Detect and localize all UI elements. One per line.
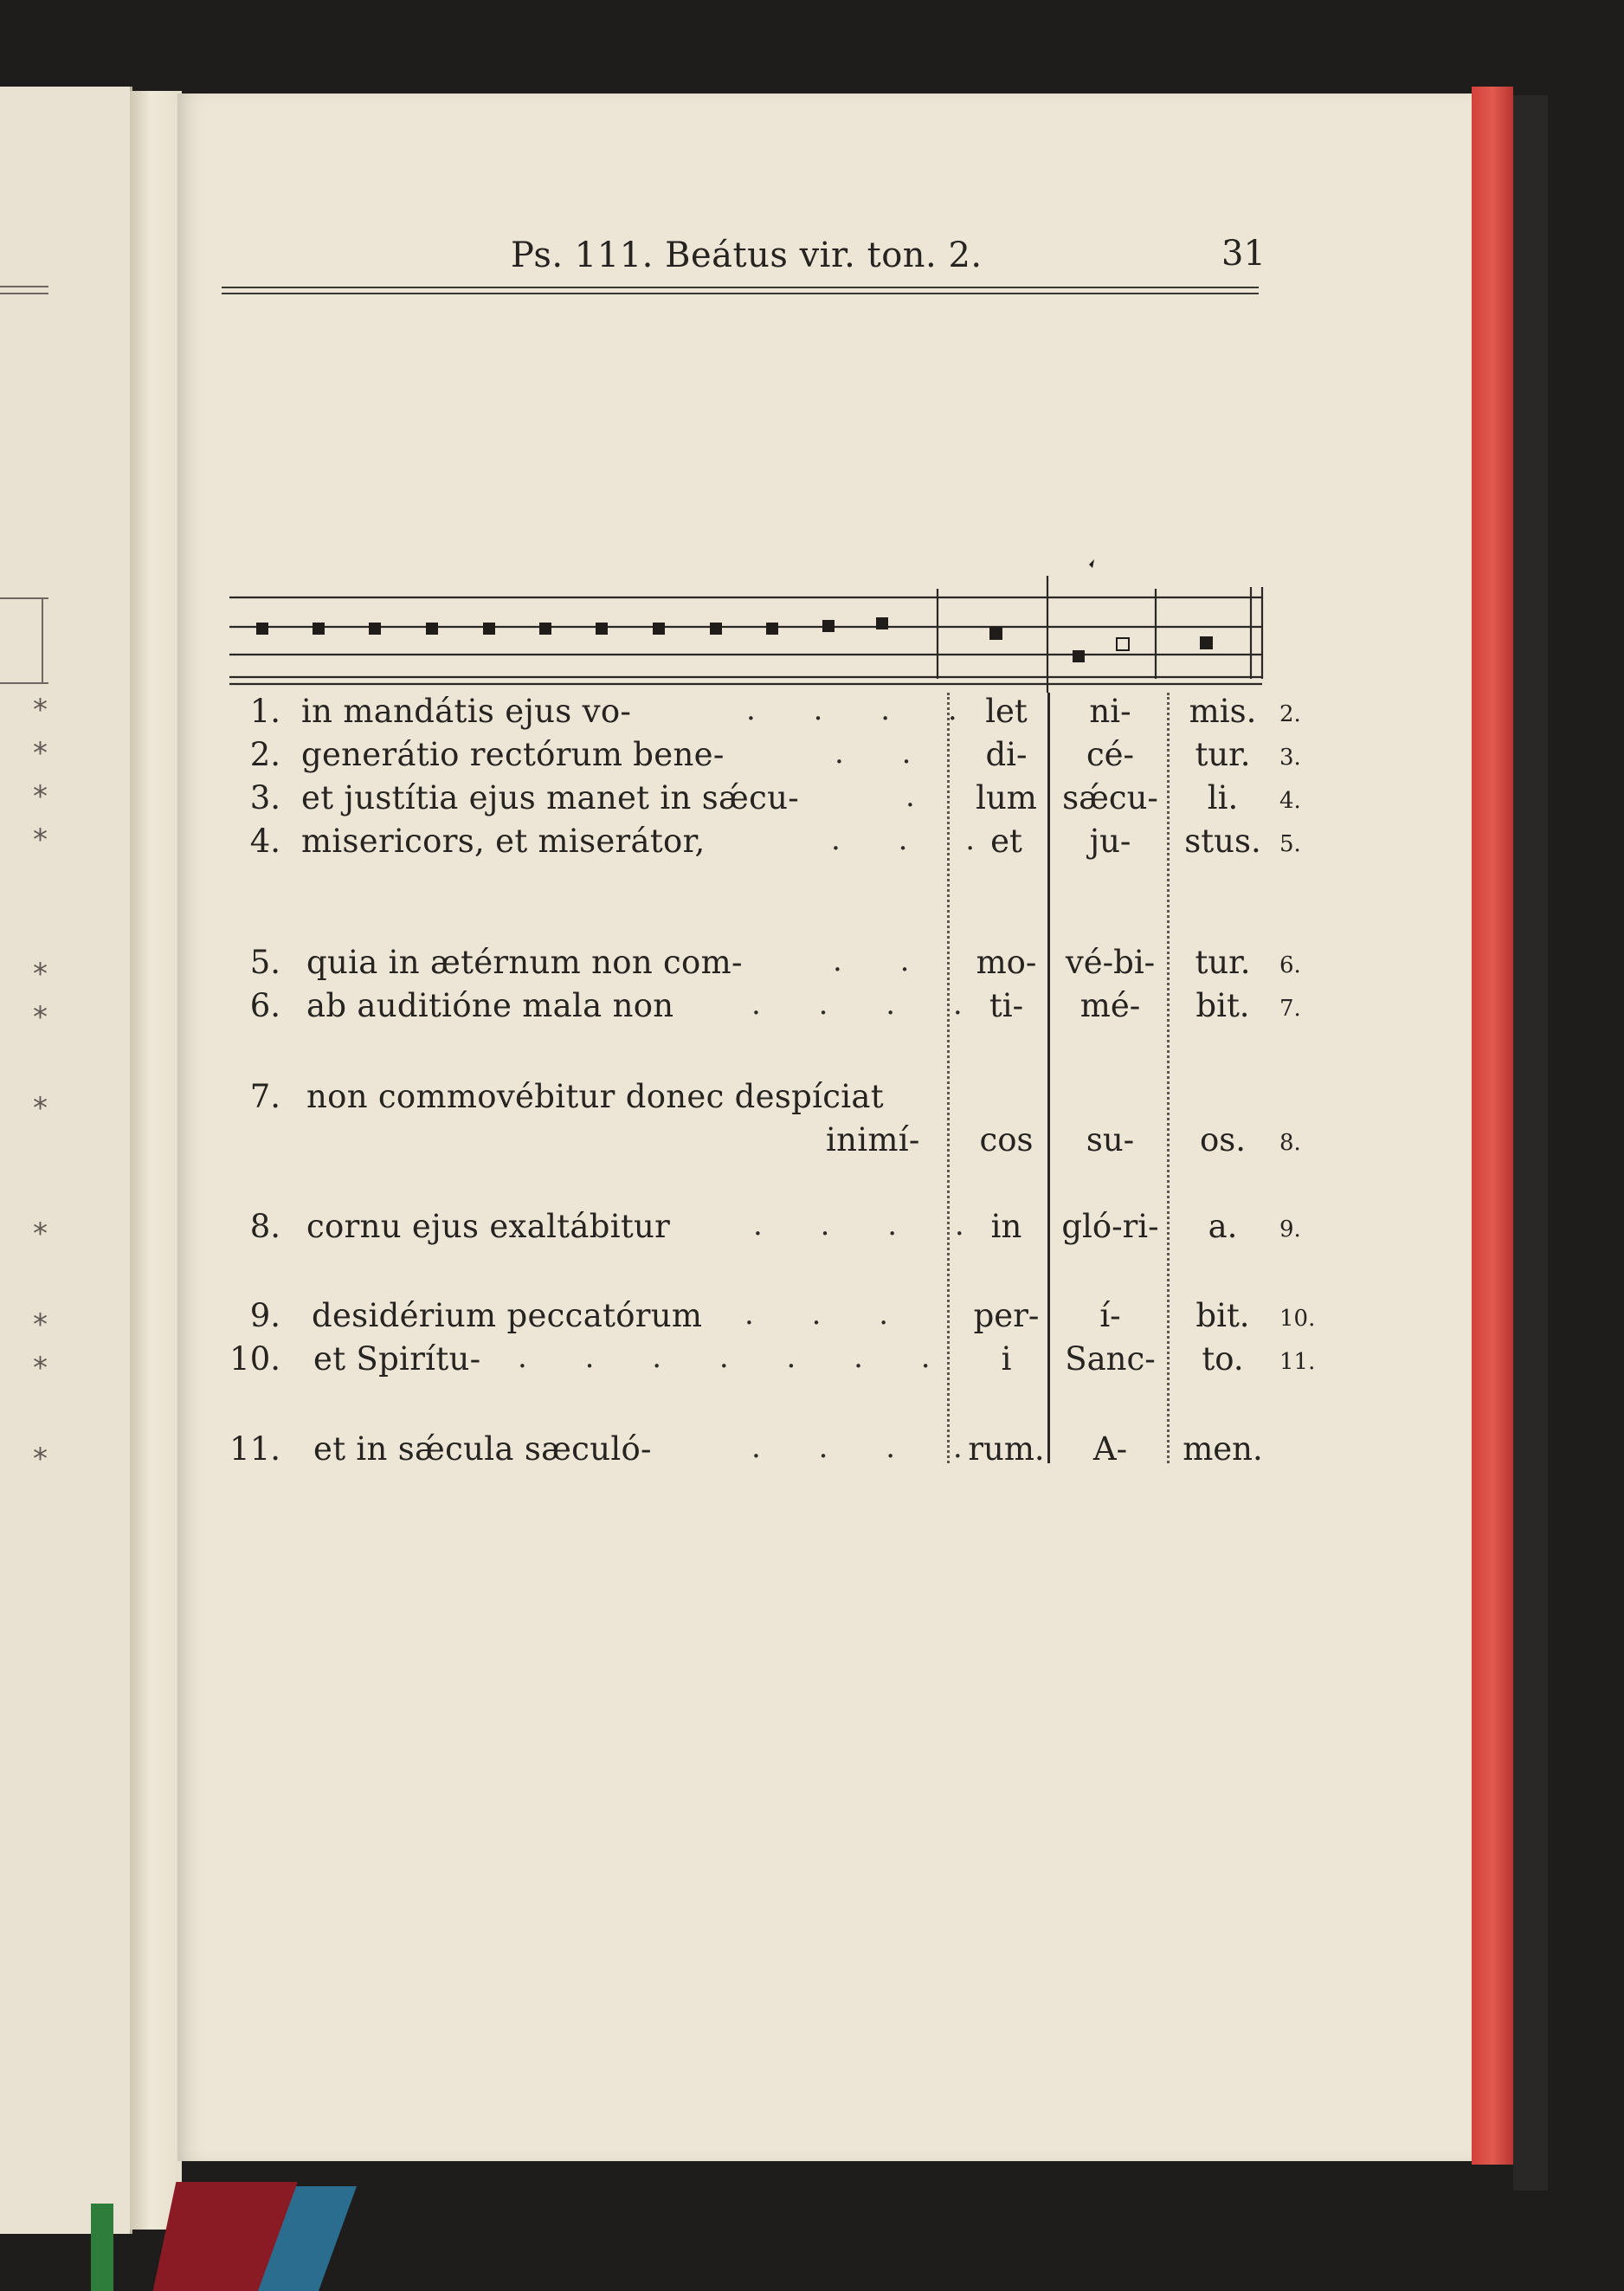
- verse-number: 9.: [249, 1297, 280, 1334]
- verse-syllable-2: ni-: [1089, 693, 1131, 730]
- verse-ref: 10.: [1279, 1306, 1316, 1332]
- verse-syllable-3: li.: [1207, 779, 1239, 816]
- punctum-note: [876, 617, 888, 629]
- verse-syllable-1: ti-: [989, 987, 1024, 1024]
- verse-syllable-2: sǽcu-: [1062, 779, 1158, 816]
- verse-text: et in sǽcula sæculó-: [313, 1430, 652, 1468]
- verse-syllable-3: bit.: [1195, 1297, 1250, 1334]
- ictus-mark: [1089, 559, 1094, 568]
- verse-syllable-2: í-: [1099, 1297, 1121, 1334]
- verse-syllable-3: to.: [1202, 1340, 1244, 1378]
- verse-syllable-1: let: [985, 693, 1028, 730]
- verse-dots: . . . . . . .: [518, 1340, 955, 1375]
- verse-number: 4.: [249, 823, 280, 860]
- verse-dots: . .: [835, 736, 936, 771]
- verse-syllable-2: Sanc-: [1065, 1340, 1156, 1378]
- verse-number: 8.: [249, 1208, 280, 1245]
- verse-dots: .: [905, 779, 939, 814]
- verse-syllable-1: cos: [979, 1121, 1034, 1158]
- verse-text: quia in ætérnum non com-: [306, 944, 743, 981]
- verse-dots: . . .: [831, 823, 1000, 857]
- verse-syllable-1: lum: [976, 779, 1037, 816]
- verse-syllable-1: et: [990, 823, 1022, 860]
- verse-ref: 11.: [1279, 1349, 1316, 1375]
- verse-ref: 5.: [1279, 831, 1301, 857]
- verse-ref: 6.: [1279, 952, 1301, 978]
- verse-syllable-2: su-: [1086, 1121, 1135, 1158]
- verse-syllable-1: per-: [973, 1297, 1040, 1334]
- asterisk-icon: *: [33, 1442, 48, 1476]
- verse-ref: 2.: [1279, 701, 1301, 727]
- punctum-note: [426, 623, 438, 635]
- verse-number: 6.: [249, 987, 280, 1024]
- verse-syllable-2: gló-ri-: [1061, 1208, 1159, 1245]
- verse-syllable-3: men.: [1183, 1430, 1263, 1468]
- verse-dots: . . . .: [751, 1430, 987, 1465]
- running-title: Ps. 111. Beátus vir. ton. 2.: [511, 236, 983, 275]
- verse-ref: 9.: [1279, 1216, 1301, 1242]
- punctum-note: [1200, 636, 1213, 649]
- asterisk-icon: *: [33, 779, 48, 814]
- verse-text: generátio rectórum bene-: [301, 736, 725, 773]
- punctum-note: [989, 627, 1002, 640]
- punctum-note: [313, 623, 325, 635]
- verse-syllable-3: os.: [1199, 1121, 1247, 1158]
- verse-text: desidérium peccatórum: [312, 1297, 703, 1334]
- verse-text-continuation: inimí-: [826, 1121, 920, 1158]
- verse-syllable-1: mo-: [976, 944, 1037, 981]
- verse-syllable-1: in: [990, 1208, 1022, 1245]
- asterisk-icon: *: [33, 1000, 48, 1035]
- verse-text: cornu ejus exaltábitur: [306, 1208, 671, 1245]
- verse-syllable-2: mé-: [1079, 987, 1141, 1024]
- punctum-note: [483, 623, 495, 635]
- punctum-note: [766, 623, 778, 635]
- verse-syllable-3: a.: [1208, 1208, 1238, 1245]
- punctum-note: [256, 623, 268, 635]
- verse-syllable-1: i: [1001, 1340, 1012, 1378]
- punctum-note: [539, 623, 551, 635]
- asterisk-icon: *: [33, 957, 48, 991]
- verse-number: 1.: [249, 693, 280, 730]
- verse-number: 2.: [249, 736, 280, 773]
- verse-text: non commovébitur donec despíciat: [306, 1078, 884, 1115]
- page-number: 31: [1221, 234, 1266, 274]
- verse-dots: . . . .: [751, 987, 987, 1022]
- verse-dots: . .: [833, 944, 934, 978]
- verse-syllable-2: ju-: [1089, 823, 1131, 860]
- verse-syllable-2: vé-bi-: [1065, 944, 1156, 981]
- verse-dots: . . . .: [746, 693, 982, 727]
- verse-text: misericors, et miserátor,: [301, 823, 706, 860]
- punctum-note: [596, 623, 608, 635]
- verse-text: et Spirítu-: [313, 1340, 481, 1378]
- verse-text: et justítia ejus manet in sǽcu-: [301, 779, 800, 816]
- verse-number: 10.: [229, 1340, 280, 1378]
- verse-syllable-1: rum.: [968, 1430, 1045, 1468]
- asterisk-icon: *: [33, 1091, 48, 1126]
- staff-lines: [229, 597, 1262, 684]
- verse-ref: 8.: [1279, 1130, 1301, 1156]
- hollow-note: [1117, 638, 1129, 650]
- verse-syllable-3: tur.: [1195, 736, 1251, 773]
- punctum-note: [710, 623, 722, 635]
- verse-text: ab auditióne mala non: [306, 987, 674, 1024]
- asterisk-icon: *: [33, 823, 48, 857]
- verse-ref: 4.: [1279, 788, 1301, 814]
- verse-text: in mandátis ejus vo-: [301, 693, 632, 730]
- asterisk-icon: *: [33, 1351, 48, 1385]
- verse-number: 11.: [229, 1430, 280, 1468]
- punctum-note: [369, 623, 381, 635]
- neumes: [256, 559, 1213, 662]
- chant-staff: [0, 0, 1624, 710]
- punctum-note: [653, 623, 665, 635]
- verse-syllable-3: stus.: [1184, 823, 1261, 860]
- asterisk-icon: *: [33, 1216, 48, 1251]
- verse-syllable-2: cé-: [1086, 736, 1135, 773]
- verse-dots: . . . .: [753, 1208, 989, 1242]
- punctum-note: [1073, 650, 1085, 662]
- asterisk-icon: *: [33, 1307, 48, 1342]
- verse-number: 5.: [249, 944, 280, 981]
- verse-syllable-3: bit.: [1195, 987, 1250, 1024]
- verse-ref: 7.: [1279, 996, 1301, 1022]
- verse-syllable-3: tur.: [1195, 944, 1251, 981]
- verse-syllable-3: mis.: [1189, 693, 1257, 730]
- asterisk-icon: *: [33, 736, 48, 771]
- verse-number: 3.: [249, 779, 280, 816]
- verse-syllable-2: A-: [1092, 1430, 1128, 1468]
- bookmark-ribbon-green: [91, 2204, 113, 2291]
- verse-syllable-1: di-: [985, 736, 1028, 773]
- verse-ref: 3.: [1279, 745, 1301, 771]
- verse-number: 7.: [249, 1078, 280, 1115]
- verse-dots: . . .: [744, 1297, 913, 1332]
- bar-lines: [938, 576, 1262, 693]
- punctum-note: [822, 620, 835, 632]
- asterisk-icon: *: [33, 693, 48, 727]
